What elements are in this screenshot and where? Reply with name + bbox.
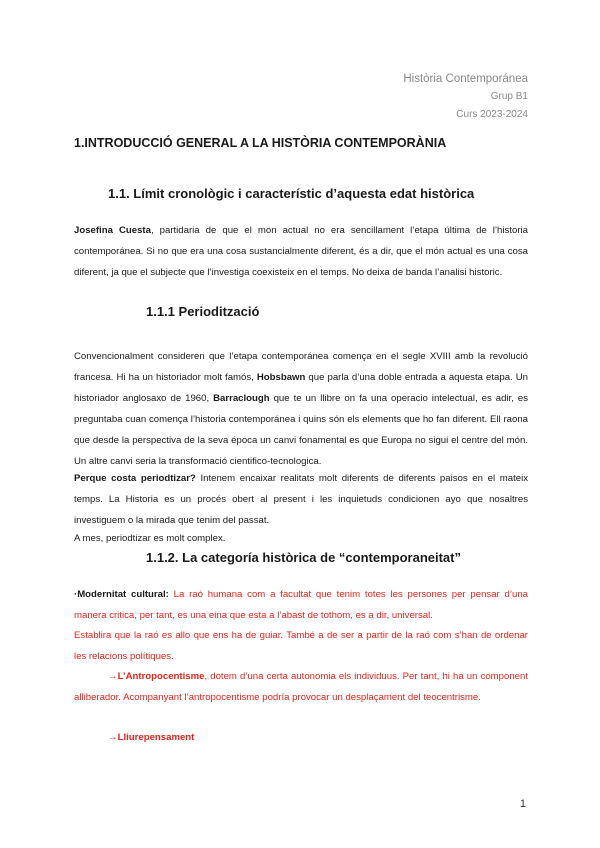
author-name: Josefina Cuesta bbox=[74, 225, 151, 236]
paragraph-text: La raó humana com a facultat que tenim totes les persones per pensar d’una manera critica, per tant, es una eina que esta a l’abast de tothom, es a dir, universal. bbox=[74, 589, 528, 621]
barraclough-name: Barraclough bbox=[213, 393, 270, 404]
document-header bbox=[403, 70, 528, 124]
paragraph-text: Intenem encaixar realitats molt diferents de diferents paisos en el mateix temps. La Historia es un procés obert al present i les inquietuds condicionen ayo que nosaltres investiguem o la mirada que tenim del passat. bbox=[74, 473, 528, 526]
antropocentisme-label: L’Antropocentisme bbox=[117, 671, 205, 682]
paragraph-cuesta bbox=[74, 220, 528, 283]
paragraph-question bbox=[74, 468, 528, 531]
paragraph-lliurepensament bbox=[74, 727, 528, 748]
paragraph-text: , partidaria de que el mon actual no era sencillament l’etapa última de l’historia contemporánea. Si no que era una cosa sustancialmente diferent, és a dir, que el món actual es una cosa diferent, ja que el subjecte que l’investiga coexisteix en el temps. No deixa de banda l’analisi historic. bbox=[74, 225, 528, 278]
paragraph-text: , dotem d’una certa autonomia els individuus. Per tant, hi ha un component alliberador. Acompanyant l’antropocentisme podría provocar un desplaçament del teocentrisme. bbox=[74, 671, 528, 703]
paragraph-antropocentisme bbox=[74, 666, 528, 708]
section-1-heading: 1.INTRODUCCIÓ GENERAL A LA HISTÒRIA CONTEMPORÀNIA bbox=[74, 136, 447, 150]
section-1-1-2-heading: 1.1.2. La categoría històrica de “contemporaneitat” bbox=[146, 550, 461, 565]
paragraph-complex: A mes, periodtizar es molt complex. bbox=[74, 533, 226, 544]
paragraph-text: que te un llibre on fa una operacio intelectual, es adir, es preguntaba cuan comença l’historia contemporánea i quins són els elements que ho fan diferent. Ell raona que desde la perspectiva de la seva época un canvi fonamental es que Europa no sigui el centre del món. Un altre canvi seria la transformació cientifico-tecnologica. bbox=[74, 393, 528, 467]
arrow-icon: → bbox=[108, 732, 118, 743]
paragraph-periodization bbox=[74, 346, 528, 472]
section-1-1-1-heading: 1.1.1 Periodització bbox=[146, 304, 260, 319]
section-1-1-heading: 1.1. Límit cronològic i característic d’aquesta edat històrica bbox=[108, 186, 475, 201]
lliurepensament-label: Lliurepensament bbox=[117, 732, 195, 743]
question-text: Perque costa periodtizar? bbox=[74, 473, 196, 484]
modernitat-label: ·Modernitat cultural: bbox=[74, 589, 169, 600]
page-number: 1 bbox=[519, 798, 526, 810]
paragraph-modernitat bbox=[74, 584, 528, 626]
paragraph-text: Convencionalment consideren que l’etapa contemporánea comença en el segle XVIII amb la revolució francesa. Hi ha un historiador molt famós, bbox=[74, 351, 528, 383]
course-name: Història Contemporánea bbox=[403, 73, 528, 85]
course-year: Curs 2023-2024 bbox=[456, 109, 528, 120]
hobsbawn-name: Hobsbawn bbox=[256, 372, 306, 383]
paragraph-rao: Establira que la raó es allo que ens ha de guiar. També a de ser a partir de la raó com s’han de ordenar les relacions polítiques. bbox=[74, 630, 528, 662]
paragraph-text: que parla d’una doble entrada a aquesta etapa. Un historiador anglosaxo de 1960, bbox=[74, 372, 529, 404]
arrow-icon: → bbox=[108, 671, 118, 682]
group-name: Grup B1 bbox=[490, 91, 528, 102]
